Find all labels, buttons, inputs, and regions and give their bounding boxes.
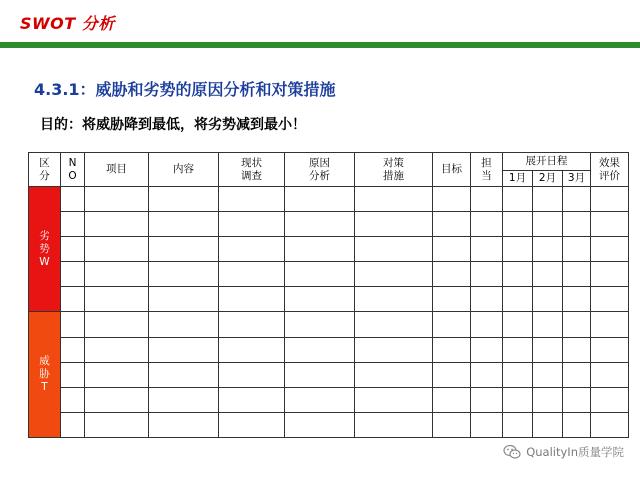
table-cell[interactable]: [149, 262, 219, 287]
countermeasure-table: [28, 152, 629, 438]
table-cell[interactable]: [355, 262, 433, 287]
table-cell[interactable]: [61, 287, 85, 312]
table-cell[interactable]: [563, 362, 591, 387]
table-cell[interactable]: [219, 387, 285, 412]
table-cell[interactable]: [563, 387, 591, 412]
table-cell[interactable]: [149, 312, 219, 337]
table-cell[interactable]: [433, 187, 471, 212]
table-cell[interactable]: [563, 287, 591, 312]
header-title: SWOT 分析: [20, 14, 115, 33]
table-cell[interactable]: [219, 312, 285, 337]
table-cell[interactable]: [591, 312, 629, 337]
table-cell[interactable]: [433, 287, 471, 312]
table-cell[interactable]: [433, 312, 471, 337]
table-cell[interactable]: [355, 337, 433, 362]
table-cell[interactable]: [85, 262, 149, 287]
table-cell[interactable]: [219, 187, 285, 212]
table-cell[interactable]: [219, 287, 285, 312]
category-weakness: 劣 势 W: [29, 187, 61, 312]
table-cell[interactable]: [503, 337, 533, 362]
table-cell[interactable]: [61, 262, 85, 287]
table-cell[interactable]: [285, 212, 355, 237]
goal-text: 目的：将威胁降到最低，将劣势减到最小！: [40, 117, 306, 133]
table-cell[interactable]: [591, 262, 629, 287]
table-cell[interactable]: [285, 337, 355, 362]
table-cell[interactable]: [433, 412, 471, 437]
table-cell[interactable]: [85, 237, 149, 262]
header-month-2: 2月: [533, 171, 563, 187]
table-cell[interactable]: [563, 412, 591, 437]
table-row: [29, 337, 629, 362]
table-cell[interactable]: [219, 212, 285, 237]
table-cell[interactable]: [591, 412, 629, 437]
header-category: 区 分: [29, 153, 61, 187]
table-cell[interactable]: [85, 412, 149, 437]
table-cell[interactable]: [533, 387, 563, 412]
header-cause: 原因 分析: [285, 153, 355, 187]
header-schedule: 展开日程: [503, 153, 591, 171]
table-cell[interactable]: [219, 337, 285, 362]
table-cell[interactable]: [591, 237, 629, 262]
header-target: 目标: [433, 153, 471, 187]
table-cell[interactable]: [433, 262, 471, 287]
table-cell[interactable]: [61, 187, 85, 212]
table-cell[interactable]: [503, 237, 533, 262]
table-cell[interactable]: [433, 212, 471, 237]
table-cell[interactable]: [433, 362, 471, 387]
table-cell[interactable]: [563, 262, 591, 287]
table-cell[interactable]: [591, 387, 629, 412]
table-cell[interactable]: [591, 187, 629, 212]
table-cell[interactable]: [533, 412, 563, 437]
table-cell[interactable]: [533, 287, 563, 312]
table-cell[interactable]: [503, 362, 533, 387]
table-cell[interactable]: [533, 237, 563, 262]
table-cell[interactable]: [285, 237, 355, 262]
table-cell[interactable]: [61, 362, 85, 387]
category-threat: 威 胁 T: [29, 312, 61, 438]
table-row: [29, 212, 629, 237]
table-cell[interactable]: [591, 212, 629, 237]
watermark-text: QualityIn质量学院: [526, 445, 624, 459]
table-cell[interactable]: [533, 312, 563, 337]
table-cell[interactable]: [61, 312, 85, 337]
table-cell[interactable]: [85, 312, 149, 337]
table-cell[interactable]: [471, 187, 503, 212]
table-cell[interactable]: [285, 412, 355, 437]
table-cell[interactable]: [285, 287, 355, 312]
table-cell[interactable]: [285, 312, 355, 337]
table-row: [29, 387, 629, 412]
table-cell[interactable]: [149, 212, 219, 237]
table-cell[interactable]: [61, 337, 85, 362]
table-cell[interactable]: [503, 187, 533, 212]
table-cell[interactable]: [503, 412, 533, 437]
header-month-3: 3月: [563, 171, 591, 187]
table-cell[interactable]: [61, 412, 85, 437]
table-cell[interactable]: [503, 387, 533, 412]
table-cell[interactable]: [355, 287, 433, 312]
wechat-icon: [503, 444, 521, 460]
table-cell[interactable]: [149, 237, 219, 262]
header-item: 项目: [85, 153, 149, 187]
table-row: [29, 312, 629, 337]
table-cell[interactable]: [85, 187, 149, 212]
table-cell[interactable]: [61, 387, 85, 412]
table-cell[interactable]: [149, 287, 219, 312]
table-cell[interactable]: [433, 337, 471, 362]
table-cell[interactable]: [471, 312, 503, 337]
table-cell[interactable]: [149, 187, 219, 212]
table-row: [29, 412, 629, 437]
table-cell[interactable]: [149, 337, 219, 362]
table-cell[interactable]: [149, 412, 219, 437]
table-cell[interactable]: [149, 387, 219, 412]
table-cell[interactable]: [533, 262, 563, 287]
section-title: 4.3.1：威胁和劣势的原因分析和对策措施: [34, 80, 336, 99]
table-cell[interactable]: [471, 337, 503, 362]
table-cell[interactable]: [285, 387, 355, 412]
table-cell[interactable]: [355, 312, 433, 337]
header-divider: [0, 42, 640, 48]
table-cell[interactable]: [61, 212, 85, 237]
table-cell[interactable]: [471, 262, 503, 287]
header-measure: 对策 措施: [355, 153, 433, 187]
header-content: 内容: [149, 153, 219, 187]
table-cell[interactable]: [355, 412, 433, 437]
table-cell[interactable]: [563, 212, 591, 237]
table-row: [29, 362, 629, 387]
table-cell[interactable]: [355, 387, 433, 412]
table-cell[interactable]: [471, 287, 503, 312]
table-row: [29, 187, 629, 212]
table-cell[interactable]: [471, 237, 503, 262]
table-cell[interactable]: [503, 262, 533, 287]
header-no: N O: [61, 153, 85, 187]
table-cell[interactable]: [471, 387, 503, 412]
table-cell[interactable]: [503, 212, 533, 237]
table-cell[interactable]: [85, 362, 149, 387]
table-cell[interactable]: [533, 337, 563, 362]
table-cell[interactable]: [533, 362, 563, 387]
table-cell[interactable]: [533, 187, 563, 212]
table-cell[interactable]: [591, 362, 629, 387]
table-cell[interactable]: [219, 237, 285, 262]
table-cell[interactable]: [471, 212, 503, 237]
table-cell[interactable]: [85, 212, 149, 237]
table-cell[interactable]: [563, 337, 591, 362]
table-cell[interactable]: [219, 362, 285, 387]
table-cell[interactable]: [219, 412, 285, 437]
table-row: [29, 237, 629, 262]
table-cell[interactable]: [563, 187, 591, 212]
table-cell[interactable]: [563, 312, 591, 337]
table-row: [29, 287, 629, 312]
table-cell[interactable]: [285, 187, 355, 212]
header-owner: 担 当: [471, 153, 503, 187]
table-cell[interactable]: [61, 237, 85, 262]
table-cell[interactable]: [85, 387, 149, 412]
table-cell[interactable]: [85, 337, 149, 362]
table-cell[interactable]: [563, 237, 591, 262]
table-cell[interactable]: [471, 412, 503, 437]
table-cell[interactable]: [433, 387, 471, 412]
table-body: [29, 187, 629, 438]
table-cell[interactable]: [285, 362, 355, 387]
table-cell[interactable]: [355, 237, 433, 262]
table-cell[interactable]: [533, 212, 563, 237]
table-cell[interactable]: [591, 287, 629, 312]
table-cell[interactable]: [471, 362, 503, 387]
table-cell[interactable]: [149, 362, 219, 387]
table-row: [29, 262, 629, 287]
watermark: [503, 444, 624, 460]
header-month-1: 1月: [503, 171, 533, 187]
table-cell[interactable]: [433, 237, 471, 262]
table-cell[interactable]: [285, 262, 355, 287]
table-cell[interactable]: [503, 287, 533, 312]
table-cell[interactable]: [355, 187, 433, 212]
header-status: 现状 调查: [219, 153, 285, 187]
table-cell[interactable]: [503, 312, 533, 337]
table-cell[interactable]: [355, 362, 433, 387]
table-cell[interactable]: [355, 212, 433, 237]
table-cell[interactable]: [85, 287, 149, 312]
table-cell[interactable]: [219, 262, 285, 287]
table-cell[interactable]: [591, 337, 629, 362]
header-evaluation: 效果 评价: [591, 153, 629, 187]
